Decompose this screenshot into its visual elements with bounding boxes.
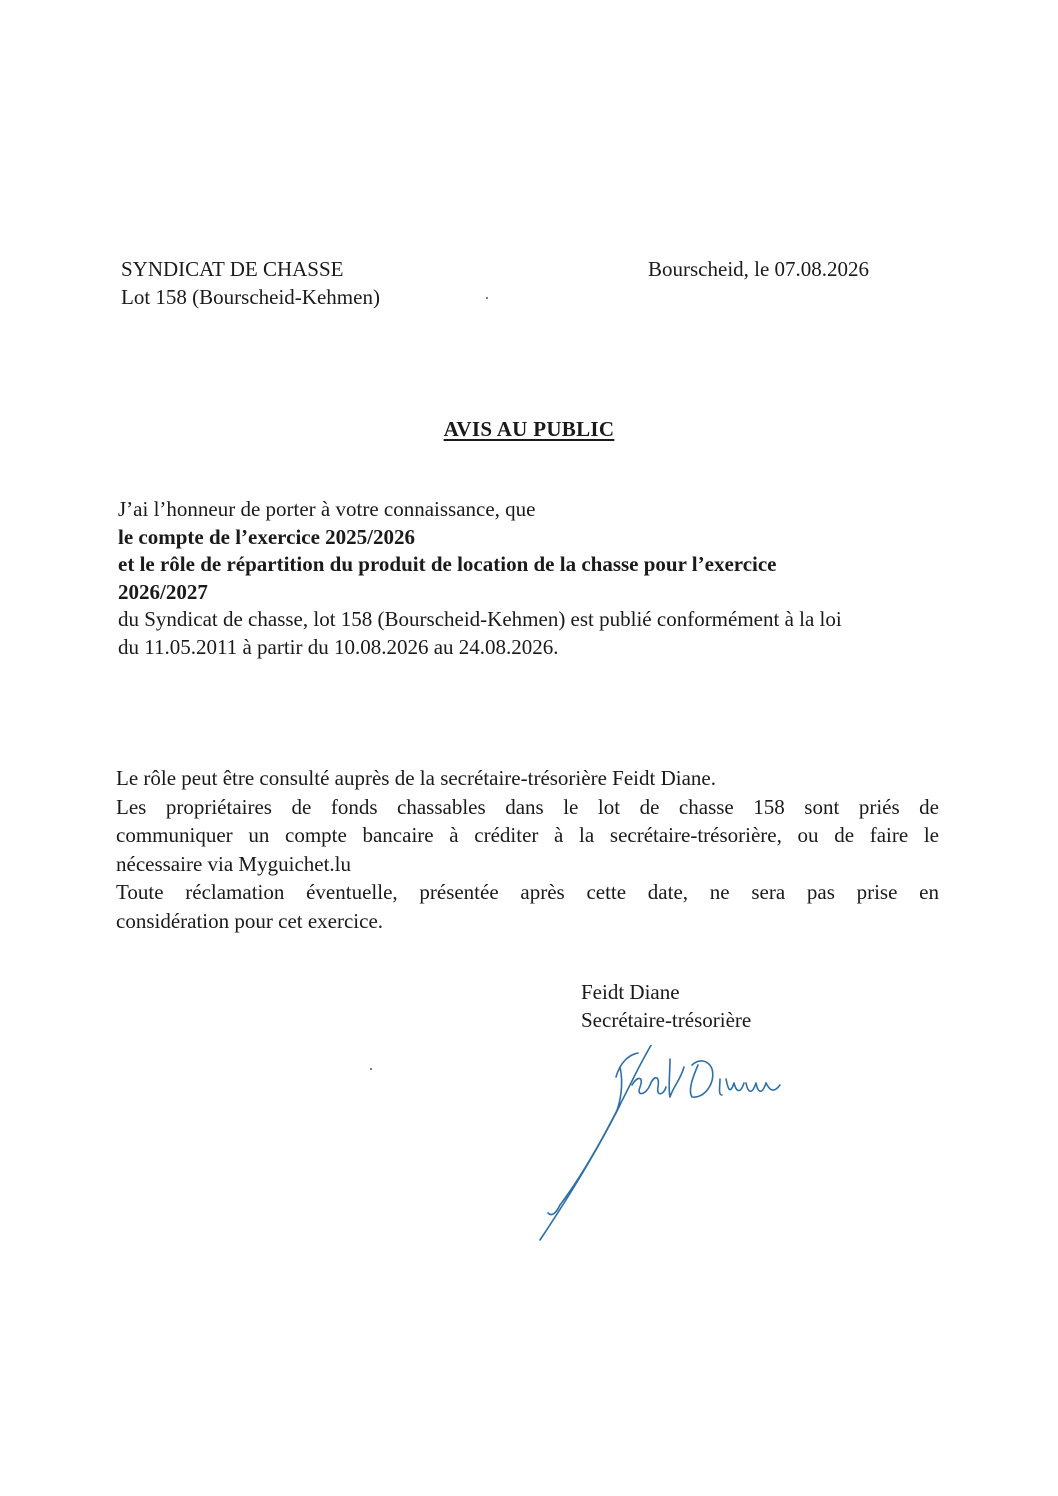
sender-lot: Lot 158 (Bourscheid-Kehmen) bbox=[121, 285, 380, 309]
signatory-name: Feidt Diane bbox=[581, 980, 680, 1004]
signatory-block bbox=[581, 978, 751, 1034]
handwritten-signature bbox=[520, 1045, 800, 1245]
body-line: considération pour cet exercice. bbox=[116, 908, 384, 933]
intro-line: du Syndicat de chasse, lot 158 (Bourscheid-Kehmen) est publié conformément à la loi bbox=[118, 607, 842, 631]
scan-speck bbox=[486, 297, 488, 299]
body-line: Toute réclamation éventuelle, présentée après cette date, ne sera pas prise en bbox=[116, 880, 939, 904]
intro-line: J’ai l’honneur de porter à votre connaissance, que bbox=[118, 497, 536, 521]
sender-organization: SYNDICAT DE CHASSE bbox=[121, 257, 344, 281]
signatory-role: Secrétaire-trésorière bbox=[581, 1008, 752, 1032]
document-title: AVIS AU PUBLIC bbox=[443, 417, 615, 441]
intro-bold-line: le compte de l’exercice 2025/2026 bbox=[118, 524, 416, 549]
scan-speck bbox=[370, 1068, 372, 1070]
intro-line: du 11.05.2011 à partir du 10.08.2026 au 24.08.2026. bbox=[118, 634, 559, 659]
intro-bold-line: 2026/2027 bbox=[118, 579, 208, 604]
body-line: Les propriétaires de fonds chassables dans le lot de chasse 158 sont priés de bbox=[116, 794, 939, 819]
intro-paragraph bbox=[118, 496, 948, 661]
place-and-date: Bourscheid, le 07.08.2026 bbox=[648, 257, 870, 281]
consultation-paragraph bbox=[116, 764, 939, 935]
body-line: nécessaire via Myguichet.lu bbox=[116, 851, 351, 876]
body-line: communiquer un compte bancaire à créditer à la secrétaire-trésorière, ou de faire le bbox=[116, 823, 939, 847]
intro-bold-line: et le rôle de répartition du produit de location de la chasse pour l’exercice bbox=[118, 552, 777, 576]
sender-block bbox=[121, 255, 380, 311]
body-line: Le rôle peut être consulté auprès de la secrétaire-trésorière Feidt Diane. bbox=[116, 766, 716, 790]
